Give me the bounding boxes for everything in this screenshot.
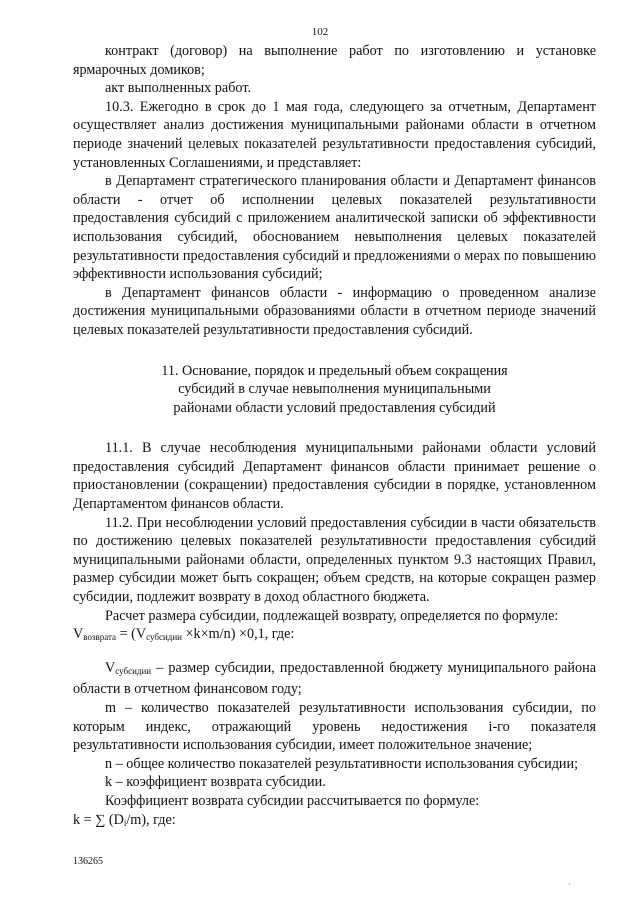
formula-return: $V_{возврата} = (V_{субсидии} \times k\times m/n) \times 0,1$, где: <box>73 626 295 643</box>
definition-k: k – коэффициент возврата субсидии. <box>105 774 326 791</box>
paragraph: 11.2. При несоблюдении условий предоставления субсидии в части обязательств по достижению целевых показателей результативности предоставления субсидий муниципальными районами области, определенных пунктом 9.3 настоящих Правил, размер субсидии может быть сокращен; объем средств, на которые сокращен размер субсидии, подлежит возврату в доход областного бюджета. <box>73 514 596 606</box>
page-number: 102 <box>311 26 329 38</box>
paragraph: в Департамент стратегического планирования области и Департамент финансов области - отчет об исполнении целевых показателей результативности предоставления субсидий с приложением аналитической записки об эффективности использования субсидий, обоснованием невыполнения целевых показателей результативности предоставления субсидий и предложениями о мерах по повышению эффективности использования субсидий; <box>73 173 596 283</box>
heading-line: 11. Основание, порядок и предельный объем сокращения <box>161 362 508 379</box>
corner-mark: · <box>568 880 571 889</box>
heading-line: субсидий в случае невыполнения муниципальными <box>178 381 491 398</box>
heading-line: районами области условий предоставления субсидий <box>173 399 496 416</box>
document-code: 136265 <box>73 856 103 867</box>
document-body <box>73 42 596 832</box>
paragraph: акт выполненных работ. <box>105 80 252 97</box>
paragraph: Коэффициент возврата субсидии рассчитывается по формуле: <box>105 792 480 809</box>
paragraph: 10.3. Ежегодно в срок до 1 мая года, следующего за отчетным, Департамент осуществляет анализ достижения муниципальными районами области в отчетном периоде значений целевых показателей результативности предоставления субсидий, установленных Соглашениями, и представляет: <box>73 98 596 171</box>
definition-n: n – общее количество показателей результативности использования субсидии; <box>105 755 579 772</box>
paragraph: 11.1. В случае несоблюдения муниципальными районами области условий предоставления субсидий Департамент финансов области принимает решение о приостановлении (сокращении) предоставления субсидии в порядке, установленном Департаментом финансов области. <box>73 440 596 513</box>
paragraph: в Департамент финансов области - информацию о проведенном анализе достижения муниципальными образованиями области в отчетном периоде значений целевых показателей результативности предоставления субсидий. <box>73 284 596 338</box>
paragraph: Расчет размера субсидии, подлежащей возврату, определяется по формуле: <box>105 607 559 624</box>
paragraph: контракт (договор) на выполнение работ по изготовлению и установке ярмарочных домиков; <box>73 43 596 78</box>
definition-v: $V_{субсидии}$ – размер субсидии, предоставленной бюджету муниципального района области в отчетном финансовом году; <box>73 659 596 698</box>
formula-coefficient: k = ∑ $(D_i/m)$, где: <box>73 811 176 828</box>
section-heading <box>73 362 596 418</box>
definition-m: m – количество показателей результативности использования субсидии, по которым индекс, отражающий уровень недостижения i-го показателя результативности использования субсидии, имеет положительное значение; <box>73 700 596 754</box>
